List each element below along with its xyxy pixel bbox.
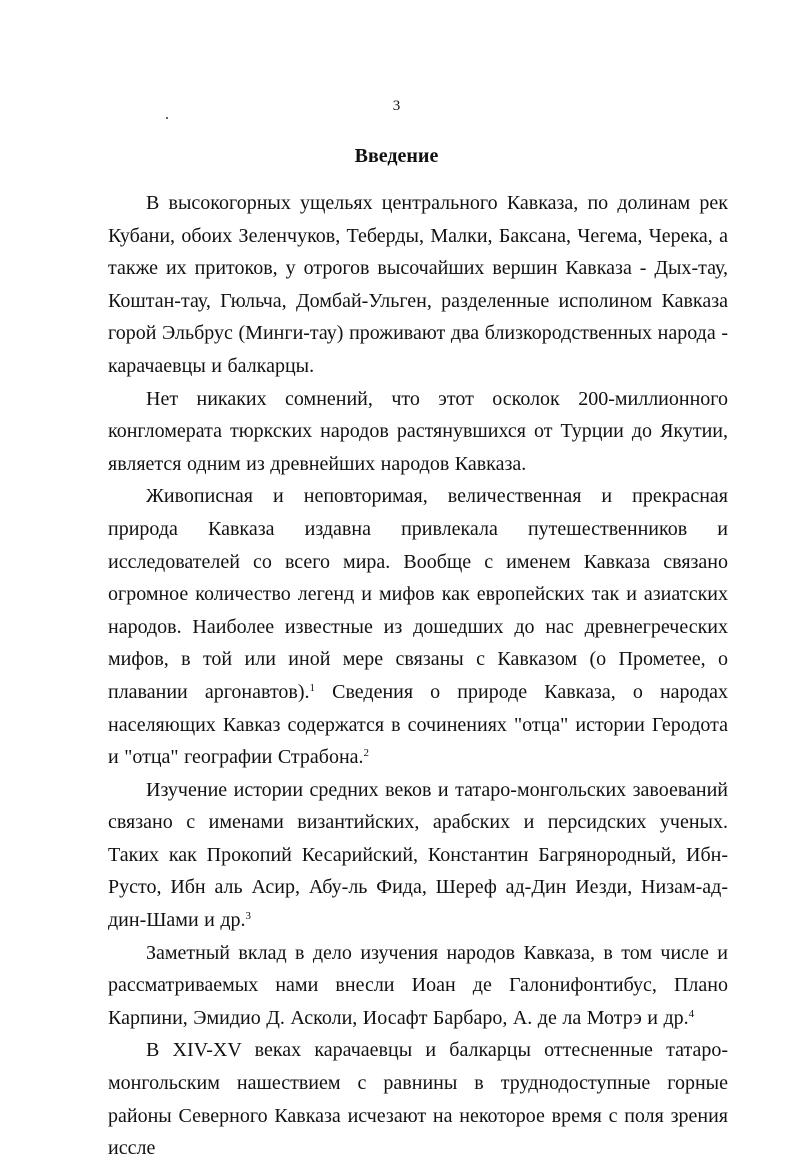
page-title: Введение bbox=[354, 145, 439, 167]
paragraph-text: Живописная и неповторимая, величественная и прекрасная природа Кавказа издавна привлекала путешественников и исследователей со всего мира. Вообще с именем Кавказа связано огромное количество легенд и мифов как европейских так и азиатских народов. Наиболее известные из дошедших до нас древнегреческих мифов, в той или иной мере связаны с Кавказом (о Прометее, о плавании аргонавтов). bbox=[108, 485, 728, 703]
paragraph-medieval bbox=[108, 774, 728, 937]
paragraph-text: В высокогорных ущельях центрального Кавказа, по долинам рек Кубани, обоих Зеленчуков, Теберды, Малки, Баксана, Чегема, Черека, а также их притоков, у отрогов высочайших вершин Кавказа - Дых-тау, Коштан-тау, Гюльча, Домбай-Ульген, разделенные исполином Кавказа горой Эльбрус (Минги-тау) проживают два близкородственных народа - карачаевцы и балкарцы. bbox=[108, 192, 728, 377]
paragraph-intro bbox=[108, 187, 728, 383]
body-text bbox=[108, 187, 728, 1165]
footnote-ref: 2 bbox=[363, 747, 370, 760]
paragraph-text: Изучение истории средних веков и татаро-монгольских завоеваний связано с именами византийских, арабских и персидских ученых. Таких как Прокопий Кесарийский, Константин Багрянородный, Ибн-Русто, Ибн аль Асир, Абу-ль Фида, Шереф ад-Дин Иезди, Низам-ад-дин-Шами и др. bbox=[108, 778, 728, 932]
scan-speck bbox=[166, 117, 168, 119]
paragraph-text: В XIV-XV веках карачаевцы и балкарцы оттесненные татаро-монгольским нашествием с равнины в труднодоступные горные районы Северного Кавказа исчезают на некоторое время с поля зрения иссле bbox=[108, 1039, 728, 1160]
page-number: 3 bbox=[392, 98, 401, 114]
footnote-ref: 1 bbox=[309, 681, 316, 694]
paragraph-nature bbox=[108, 480, 728, 773]
footnote-ref: 3 bbox=[245, 910, 252, 923]
paragraph-xiv-xv bbox=[108, 1034, 728, 1164]
paragraph-researchers bbox=[108, 937, 728, 1035]
paragraph-text: Заметный вклад в дело изучения народов Кавказа, в том числе и рассматриваемых нами внесли Иоан де Галонифонтибус, Плано Карпини, Эмидио Д. Асколи, Иосафт Барбаро, А. де ла Мотрэ и др. bbox=[108, 941, 728, 1029]
footnote-ref: 4 bbox=[688, 1007, 695, 1020]
paragraph-turkic bbox=[108, 383, 728, 481]
paragraph-text: Нет никаких сомнений, что этот осколок 200-миллионного конгломерата тюркских народов растянувшихся от Турции до Якутии, является одним из древнейших народов Кавказа. bbox=[108, 387, 728, 475]
paragraph-text: Сведения о природе Кавказа, о народах населяющих Кавказ содержатся в сочинениях "отца" истории Геродота и "отца" географии Страбона. bbox=[108, 680, 729, 769]
